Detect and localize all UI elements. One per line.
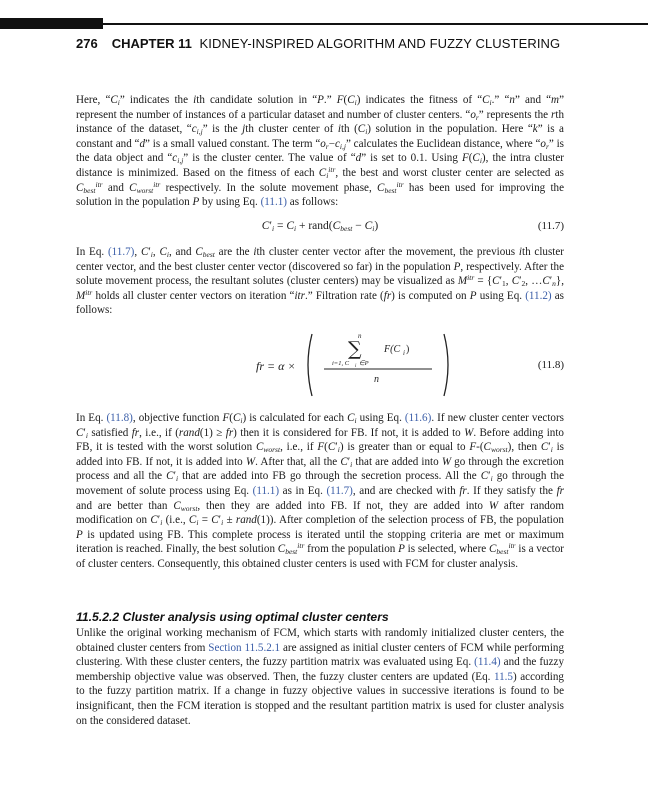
equation-number: (11.7) <box>537 220 564 232</box>
header-rule <box>103 23 648 25</box>
paragraph-1: Here, “$C_i$” indicates the ith candidate solution in “P.” $F(C_i)$ indicates the fitness of “$C_i$.” “n” and “m” represent the number of instances of a particular dataset and number of cluster centers. “$o_r$” represents the rth instance of the dataset, “$c_{i,j}$” is the jth cluster center of ith $(C_i)$ solution in the population. Here “k” is a constant and “d” is a small valued constant. The term “$o_r-c_{i,j}$” calculates the Euclidean distance, where “$o_r$” is the data object and “$c_{i,j}$” is the cluster center. The value of “d” is set to 0.1. Using $F(C_i)$, the intra cluster distance is minimized. Based on the fitness of each $C_i^{itr}$, the best and worst cluster center are selected as $C_{best}^{itr}$ and $C_{worst}^{itr}$ respectively. In the solute movement phase, $C_{best}^{itr}$ has been used for improving the solution in the population P by using Eq. (11.1) as follows: <box>76 94 565 209</box>
equation-11-7: $C'_i = C_i$ + $rand(C_{best} - C_i)$ (11.7) <box>261 220 564 233</box>
paragraph-2: In Eq. (11.7), $C'_i$, $C_i$, and $C_{best}$ are the ith cluster center vector after the movement, the previous ith cluster center vector, and the best cluster center vector (discovered so far) in the population P, respectively. After the solute movement process, the resultant solutes (cluster centers) may be visualized as $M^{itr} = \{C'_1$, $C'_2$, $\dots C'_n$}, $M^{itr}$ holds all cluster center vectors on iteration “itr.” Filtration rate (fr) is computed on P using Eq. (11.2) as follows: <box>76 246 565 317</box>
chapter-label: CHAPTER 11 <box>111 36 192 51</box>
svg-text:i: i <box>355 364 357 369</box>
svg-text:n: n <box>374 374 379 385</box>
header-bar <box>0 18 103 29</box>
paragraph-4: Unlike the original working mechanism of FCM, which starts with randomly initialized cluster centers, the obtained cluster centers from Section 11.5.2.1 are assigned as initial cluster centers of FCM while performing clustering. With these cluster centers, the fuzzy partition matrix was evaluated using Eq. (11.4) and the fuzzy membership objective value was observed. Then, the fuzzy cluster centers are updated (Eq. 11.5) according to the fuzzy partition matrix. If a change in fuzzy objective values in successive iterations is found to be insignificant, then the FCM iteration is stopped and the resultant partition matrix is used for cluster analysis on the considered dataset. <box>76 627 564 727</box>
svg-text:i=1, C: i=1, C <box>332 360 350 367</box>
svg-text:∈P: ∈P <box>359 360 369 367</box>
chapter-title: KIDNEY-INSPIRED ALGORITHM AND FUZZY CLUSTERING <box>199 36 561 51</box>
svg-text:F(C: F(C <box>384 344 401 355</box>
equation-number: (11.8) <box>537 359 564 371</box>
svg-text:): ) <box>406 344 410 355</box>
svg-text:i: i <box>403 349 405 357</box>
running-header <box>76 36 596 54</box>
equation-11-8: fr = α × n ∑ F(C i ) i=1, C i ∈P n (11.8) <box>76 330 564 400</box>
fraction-formula <box>302 330 454 400</box>
paragraph-3: In Eq. (11.8), objective function $F(C_i)$ is calculated for each $C_i$ using Eq. (11.6). If new cluster center vectors $C'_i$ satisfied fr, i.e., if (rand(1) ≥ fr) then it is considered for FB. If not, it is added to W. Before adding into FB, it is tested with the worst solution $C_{worst}$, i.e., if $F(C'_i)$ is greater than or equal to $F-(C_{worst})$, then $C'_i$ is added into FB. If not, it is added into W. After that, all the $C'_i$ that are added into W go through the excretion process and all the $C'_i$ that are added into FB go through the secretion process. All the $C'_i$ go through the movement of solute process using Eq. (11.1) as in Eq. (11.7), and are checked with fr. If they satisfy the fr and are better than $C_{worst}$, then they are added into FB. If not, they are added into W after random modification on $C'_i$ (i.e., $C_i = C'_i$ ± rand(1)). After completion of the selection process of FB, the population P is updated using FB. This complete process is iterated until the stopping criteria are met or maximum iteration is reached. Finally, the best solution $C_{best}^{itr}$ from the population P is selected, where $C_{best}^{itr}$ is a vector of cluster centers. Consequently, this obtained cluster centers is used with FCM for cluster analysis. <box>76 412 565 570</box>
svg-text:∑: ∑ <box>348 338 362 360</box>
svg-text:n: n <box>358 332 362 340</box>
page-number: 276 <box>76 36 98 51</box>
section-heading: 11.5.2.2 Cluster analysis using optimal cluster centers <box>76 610 389 624</box>
